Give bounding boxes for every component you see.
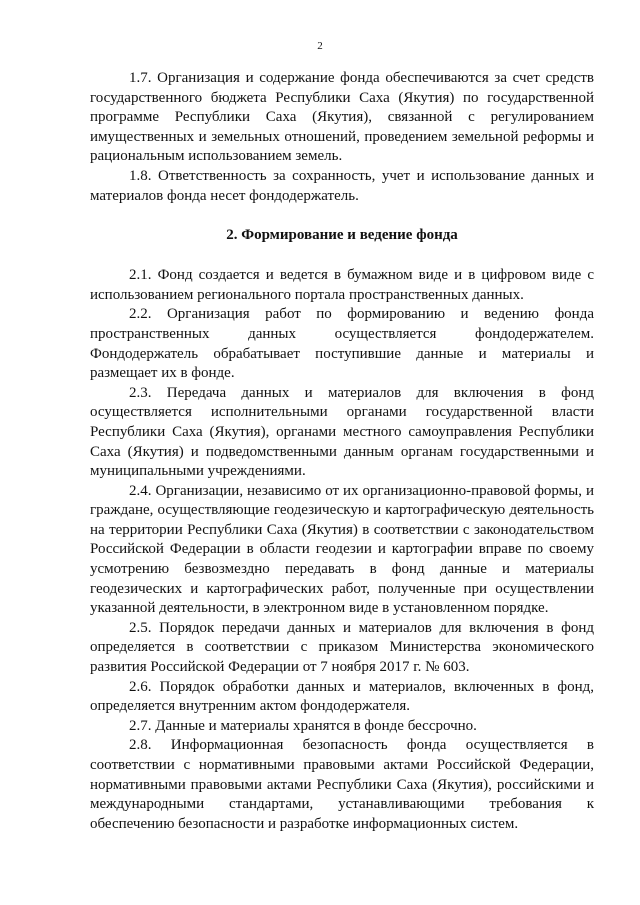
paragraph-2-8: 2.8. Информационная безопасность фонда осуществляется в соответствии с нормативными правовыми актами Российской Федерации, нормативными правовыми актами Республики Саха (Якутия), российскими и международными стандартами, устанавливающими требования к обеспечению безопасности и разработке информационных систем. (90, 737, 594, 832)
paragraph-2-4: 2.4. Организации, независимо от их организационно-правовой формы, и граждане, осуществляющие геодезическую и картографическую деятельность на территории Республики Саха (Якутия) в соответствии с законодательством Российской Федерации в области геодезии и картографии вправе по своему усмотрению безвозмездно передавать в фонд данные и материалы геодезических и картографических работ, полученные при осуществлении указанной деятельности, в электронном виде в установленном порядке. (90, 482, 594, 617)
page-number: 2 (317, 40, 323, 52)
paragraph-2-6: 2.6. Порядок обработки данных и материалов, включенных в фонд, определяется внутренним актом фондодержателя. (90, 678, 594, 715)
paragraph-2-1: 2.1. Фонд создается и ведется в бумажном виде и в цифровом виде с использованием регионального портала пространственных данных. (90, 267, 594, 303)
paragraph-2-2: 2.2. Организация работ по формированию и ведению фонда пространственных данных осуществляется фондодержателем. Фондодержатель обрабатывает поступившие данные и материалы и размещает их в фонде. (90, 306, 594, 382)
paragraph-2-5: 2.5. Порядок передачи данных и материалов для включения в фонд определяется в соответствии с приказом Министерства экономического развития Российской Федерации от 7 ноября 2017 г. № 603. (90, 619, 594, 676)
paragraph-1-8: 1.8. Ответственность за сохранность, учет и использование данных и материалов фонда несет фондодержатель. (90, 167, 594, 204)
paragraph-2-7: 2.7. Данные и материалы хранятся в фонде бессрочно. (129, 717, 477, 734)
section-heading: 2. Формирование и ведение фонда (226, 227, 458, 244)
document-body (90, 69, 594, 834)
paragraph-1-7: 1.7. Организация и содержание фонда обеспечиваются за счет средств государственного бюджета Республики Саха (Якутия) по государственной программе Республики Саха (Якутия), связанной с регулированием имущественных и земельных отношений, проведением земельной реформы и рациональным использованием земель. (90, 70, 594, 165)
paragraph-2-3: 2.3. Передача данных и материалов для включения в фонд осуществляется исполнительными органами государственной власти Республики Саха (Якутия), органами местного самоуправления Республики Саха (Якутия) и подведомственными данным органам государственными и муниципальными учреждениями. (90, 384, 594, 480)
